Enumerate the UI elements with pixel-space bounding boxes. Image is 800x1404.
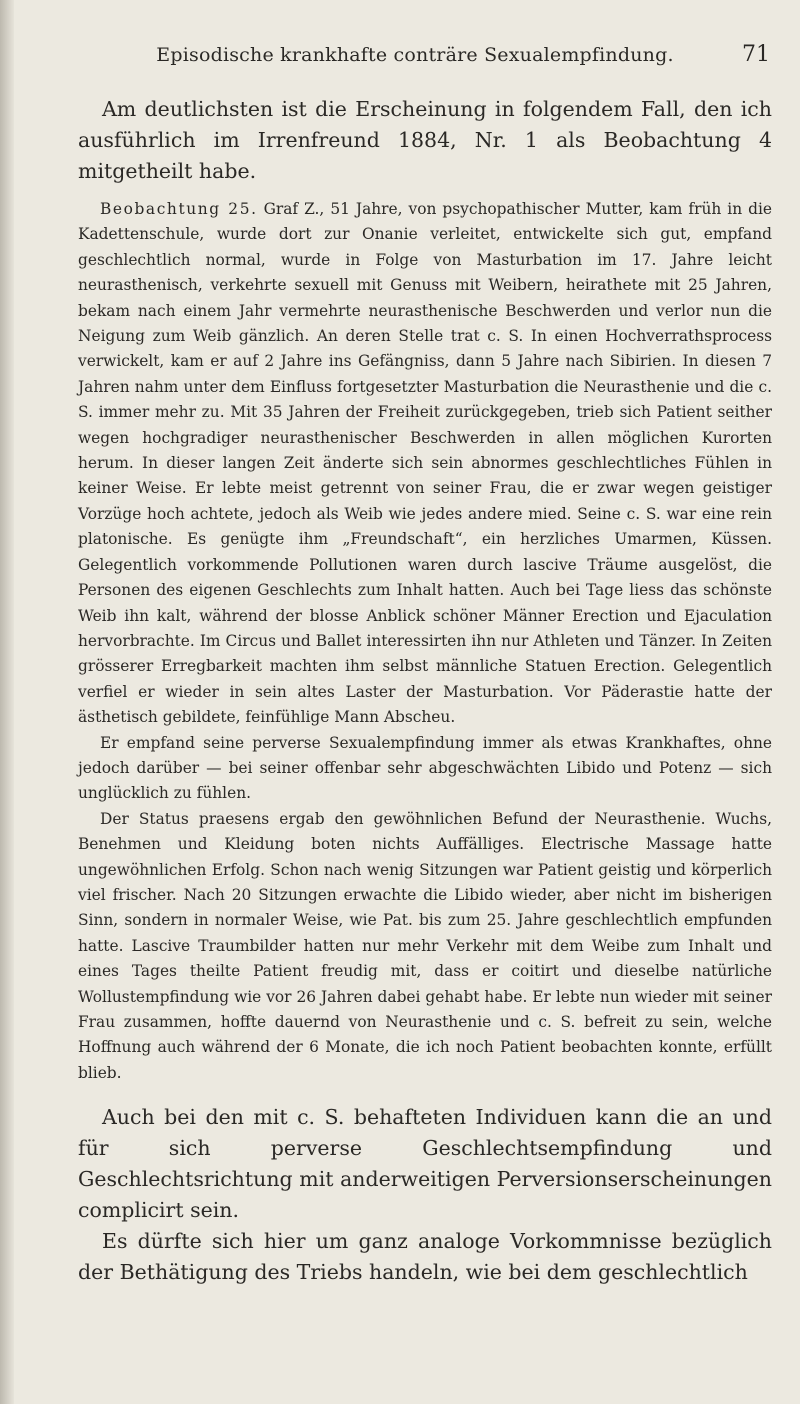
spacer bbox=[78, 187, 772, 197]
paragraph-outro-2: Es dürfte sich hier um ganz analoge Vorkommnisse bezüglich der Bethätigung des Triebs handeln, wie bei dem geschlechtlich bbox=[78, 1229, 772, 1285]
paragraph-intro: Am deutlichsten ist die Erscheinung in folgendem Fall, den ich ausführlich im Irrenfreund 1884, Nr. 1 als Beobachtung 4 mitgetheilt habe. bbox=[78, 97, 772, 183]
paragraph-outro-1: Auch bei den mit c. S. behafteten Individuen kann die an und für sich perverse Geschlechtsempfindung und Geschlechtsrichtung mit anderweitigen Perversionserscheinungen complicirt sein. bbox=[78, 1105, 772, 1223]
book-page bbox=[56, 0, 774, 1404]
spacer bbox=[78, 1086, 772, 1102]
paragraph-observation bbox=[78, 197, 772, 731]
page-binding-shadow bbox=[0, 0, 14, 1404]
observation-label: Beobachtung 25. bbox=[100, 200, 258, 218]
text-body bbox=[78, 94, 772, 1288]
page-number: 71 bbox=[742, 42, 770, 67]
observation-text: Graf Z., 51 Jahre, von psychopathischer Mutter, kam früh in die Kadettenschule, wurde dort zur Onanie verleitet, entwickelte sich gut, empfand geschlechtlich normal, wurde in Folge von Masturbation im 17. Jahre leicht neurasthenisch, verkehrte sexuell mit Genuss mit Weibern, heirathete mit 25 Jahren, bekam nach einem Jahr vermehrte neurasthenische Beschwerden und verlor nun die Neigung zum Weib gänzlich. An deren Stelle trat c. S. In einen Hochverrathsprocess verwickelt, kam er auf 2 Jahre ins Gefängniss, dann 5 Jahre nach Sibirien. In diesen 7 Jahren nahm unter dem Einfluss fortgesetzter Masturbation die Neurasthenie und die c. S. immer mehr zu. Mit 35 Jahren der Freiheit zurückgegeben, trieb sich Patient seither wegen hochgradiger neurasthenischer Beschwerden in allen möglichen Kurorten herum. In dieser langen Zeit änderte sich sein abnormes geschlechtliches Fühlen in keiner Weise. Er lebte meist getrennt von seiner Frau, die er zwar wegen geistiger Vorzüge hoch achtete, jedoch als Weib wie jedes andere mied. Seine c. S. war eine rein platonische. Es genügte ihm „Freundschaft“, ein herzliches Umarmen, Küssen. Gelegentlich vorkommende Pollutionen waren durch lascive Träume ausgelöst, die Personen des eigenen Geschlechts zum Inhalt hatten. Auch bei Tage liess das schönste Weib ihn kalt, während der blosse Anblick schöner Männer Erection und Ejaculation hervorbrachte. Im Circus und Ballet interessirten ihn nur Athleten und Tänzer. In Zeiten grösserer Erregbarkeit machten ihm selbst männliche Statuen Erection. Gelegentlich verfiel er wieder in sein altes Laster der Masturbation. Vor Päderastie hatte der ästhetisch gebildete, feinfühlige Mann Abscheu. bbox=[78, 200, 772, 727]
running-title: Episodische krankhafte conträre Sexualempfindung. bbox=[156, 44, 674, 66]
paragraph-perverse: Er empfand seine perverse Sexualempfindung immer als etwas Krankhaftes, ohne jedoch darüber — bei seiner offenbar sehr abgeschwächten Libido und Potenz — sich unglücklich zu fühlen. bbox=[78, 733, 772, 803]
paragraph-status: Der Status praesens ergab den gewöhnlichen Befund der Neurasthenie. Wuchs, Benehmen und Kleidung boten nichts Auffälliges. Electrische Massage hatte ungewöhnlichen Erfolg. Schon nach wenig Sitzungen war Patient geistig und körperlich viel frischer. Nach 20 Sitzungen erwachte die Libido wieder, aber nicht im bisherigen Sinn, sondern in normaler Weise, wie Pat. bis zum 25. Jahre geschlechtlich empfunden hatte. Lascive Traumbilder hatten nur mehr Verkehr mit dem Weibe zum Inhalt und eines Tages theilte Patient freudig mit, dass er coitirt und dieselbe natürliche Wollustempfindung wie vor 26 Jahren dabei gehabt habe. Er lebte nun wieder mit seiner Frau zusammen, hoffte dauernd von Neurasthenie und c. S. befreit zu sein, welche Hoffnung auch während der 6 Monate, die ich noch Patient beobachten konnte, erfüllt blieb. bbox=[78, 809, 772, 1082]
running-head bbox=[56, 44, 774, 74]
